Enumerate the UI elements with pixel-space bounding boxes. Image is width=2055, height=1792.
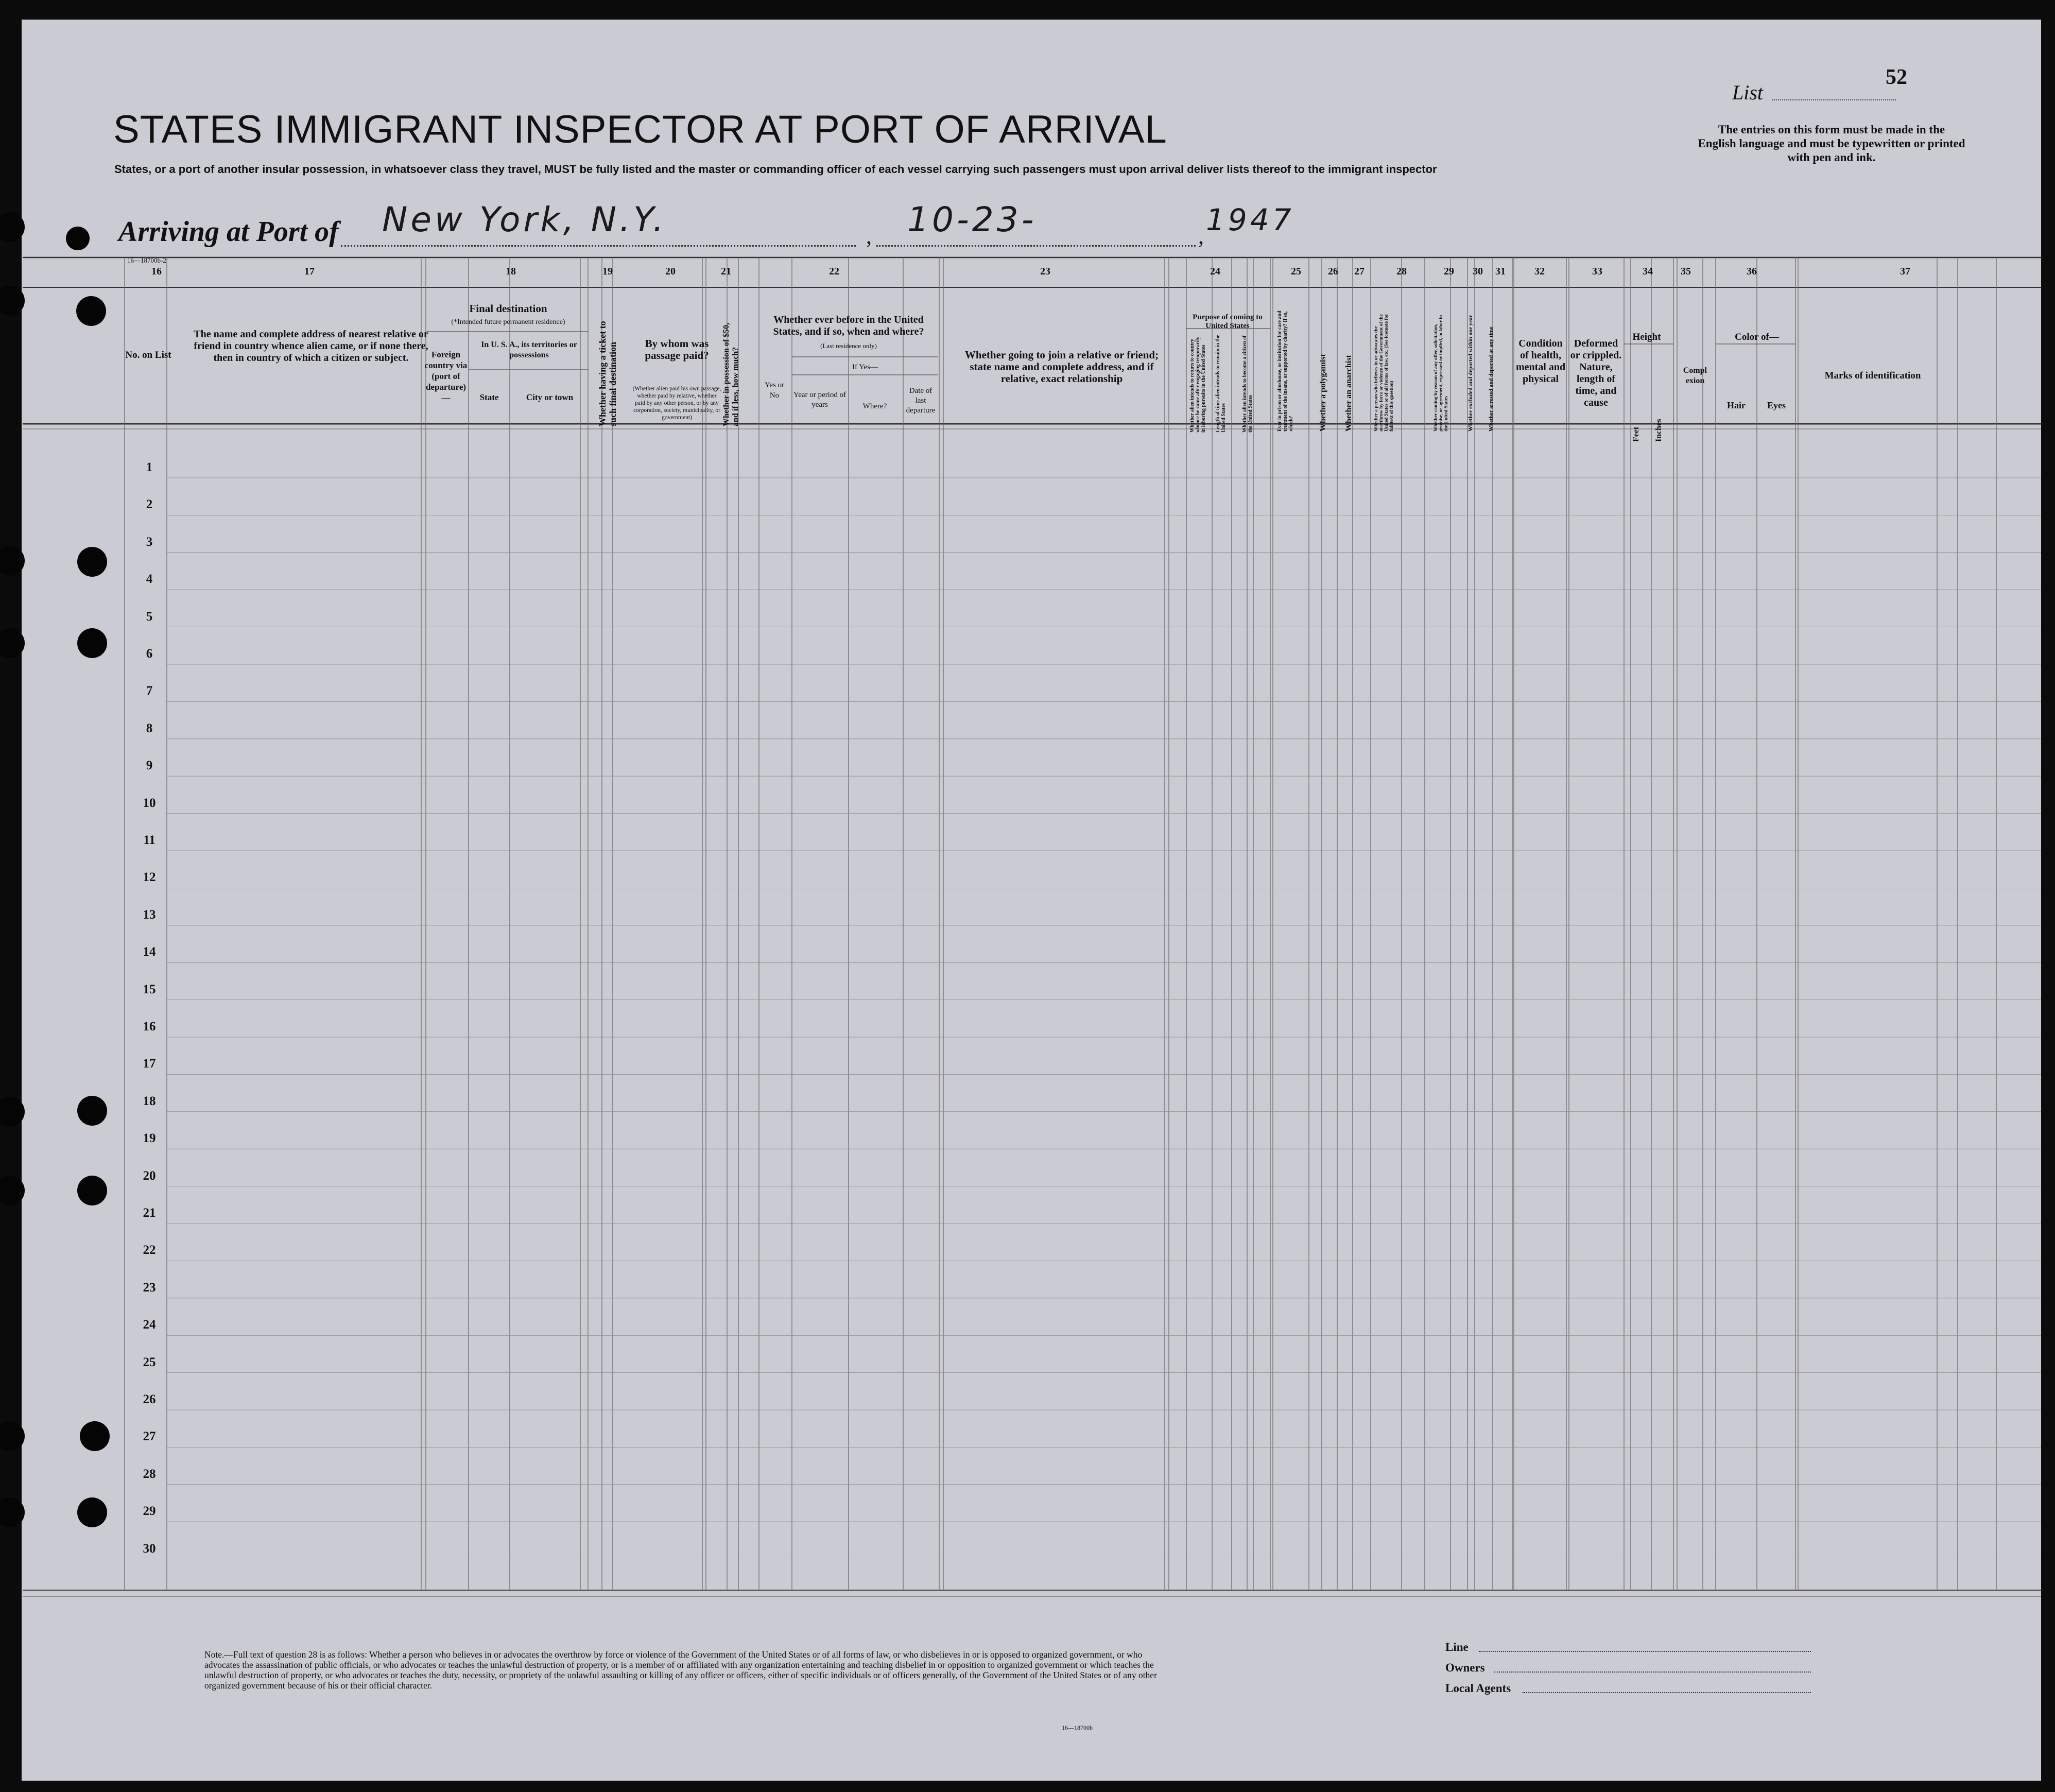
column-number: 24 xyxy=(1210,266,1220,277)
footnote-question-28: Note.—Full text of question 28 is as follows: Whether a person who believes in or advocates the overthrow by force or violence of the Government of the United States or of all forms of law, or who disbelieves in or is opposed to organized government, or who advocates the assassination of public officials, or who advocates or teaches the unlawful destruction of property, or is a member of or affiliated with any organization entertaining and teaching disbelief in or opposition to organized government or which teaches the unlawful destruction of property, or who advocates or teaches the duty, necessity, or propriety of the unlawful assaulting or killing of any officer or officers, either of specific individuals or of officers generally, of the Government of the United States or of any other organized government because of his or their official character. xyxy=(204,1649,1157,1691)
header-if-yes: If Yes— xyxy=(852,363,878,371)
header-anarchist: Whether an anarchist xyxy=(1344,355,1353,432)
column-number: 18 xyxy=(506,266,516,277)
header-fifty-dollars: Whether in possession of $50, and if less, how much? xyxy=(722,322,740,426)
column-number: 29 xyxy=(1444,266,1454,277)
header-in-usa: In U. S. A., its territories or possessions xyxy=(481,340,577,359)
arriving-label: Arriving at Port of xyxy=(118,216,339,248)
local-agents-label: Local Agents xyxy=(1445,1682,1511,1695)
punch-hole xyxy=(77,547,107,577)
column-number: 30 xyxy=(1473,266,1483,277)
header-health: Condition of health, mental and physical xyxy=(1515,338,1566,385)
punch-hole xyxy=(76,296,106,326)
column-number: 31 xyxy=(1495,266,1506,277)
list-number: 52 xyxy=(1886,65,1907,89)
owners-label: Owners xyxy=(1445,1661,1485,1674)
owners-field xyxy=(1494,1672,1811,1673)
header-deformed: Deformed or crippled. Nature, length of time, and cause xyxy=(1570,338,1622,408)
line-field xyxy=(1479,1651,1811,1652)
header-city: City or town xyxy=(526,392,574,402)
date-handwritten: 10-23- xyxy=(907,200,1037,239)
column-number: 28 xyxy=(1396,266,1407,277)
form-code-bottom: 16—18700b xyxy=(1062,1724,1093,1731)
column-number: 17 xyxy=(304,266,315,277)
punch-hole xyxy=(77,1497,107,1527)
row-number: 17 xyxy=(143,1057,156,1071)
header-ticket: Whether having a ticket to such final destination xyxy=(597,321,618,426)
page-title: STATES IMMIGRANT INSPECTOR AT PORT OF ARRIVAL xyxy=(113,108,1167,151)
row-number: 25 xyxy=(143,1355,156,1369)
row-number: 6 xyxy=(146,647,153,661)
list-label: List xyxy=(1732,81,1764,104)
port-handwritten: New York, N.Y. xyxy=(382,200,667,239)
column-number: 26 xyxy=(1328,266,1338,277)
header-offer-labor: Whether coming by reason of any offer, solicitation, promise, or agreement, expressed or implied, to labor in the United States xyxy=(1434,315,1449,432)
punch-hole xyxy=(77,1096,107,1126)
header-excluded: Whether excluded and deported within one year xyxy=(1467,315,1474,432)
header-final-destination: Final destination xyxy=(469,302,547,315)
header-passage-paid: By whom was passage paid? xyxy=(645,337,709,361)
header-overthrow: Whether a person who believes in or advocates the overthrow by force or violence of the Government of the United States or of all forms of law, etc. (See footnote for full text of this question) xyxy=(1374,314,1394,432)
punch-hole xyxy=(0,1497,25,1527)
header-last-residence: (Last residence only) xyxy=(820,342,877,350)
manifest-sheet xyxy=(22,20,2041,1781)
header-year-period: Year or period of years xyxy=(793,391,847,409)
row-number: 11 xyxy=(143,833,156,847)
punch-hole xyxy=(0,212,25,242)
header-polygamist: Whether a polygamist xyxy=(1319,354,1327,432)
header-marks: Marks of identification xyxy=(1824,370,1921,381)
punch-hole xyxy=(0,286,25,316)
column-number: 35 xyxy=(1681,266,1691,277)
column-number: 34 xyxy=(1643,266,1653,277)
header-complexion: Complexion xyxy=(1683,366,1707,385)
row-number: 20 xyxy=(143,1168,156,1183)
punch-hole xyxy=(66,227,90,250)
form-code-top: 16—18700b-2 xyxy=(127,256,166,264)
column-number: 19 xyxy=(602,266,613,277)
punch-hole xyxy=(0,546,25,576)
row-number: 21 xyxy=(143,1206,156,1220)
header-final-destination-sub: (*Intended future permanent residence) xyxy=(451,318,565,326)
header-inches: Inches xyxy=(1654,419,1663,442)
header-feet: Feet xyxy=(1632,426,1640,442)
punch-hole xyxy=(0,1421,25,1451)
punch-hole xyxy=(77,628,107,658)
header-no-on-list: No. on List xyxy=(125,350,171,360)
header-purpose-return: Whether alien intends to return to country whence he came after engaging temporarily in laboring pursuits in the United States xyxy=(1189,336,1206,433)
header-where: Where? xyxy=(862,402,887,410)
header-join-relative: Whether going to join a relative or friend; state name and complete address, and if relative, exact relationship xyxy=(964,349,1159,385)
row-number: 8 xyxy=(146,721,153,735)
row-number: 14 xyxy=(143,945,156,959)
header-purpose: Purpose of coming to United States xyxy=(1193,313,1263,330)
row-number: 19 xyxy=(143,1131,156,1146)
header-arrested: Whether arrested and deported at any time xyxy=(1488,326,1494,432)
column-number: 37 xyxy=(1900,266,1910,277)
column-number: 36 xyxy=(1747,266,1757,277)
punch-hole xyxy=(80,1421,110,1451)
row-number: 15 xyxy=(143,982,156,996)
form-instructions: The entries on this form must be made in the English language and must be typewritten or printed with pen and ink. xyxy=(1698,123,1965,164)
header-prison: Ever in prison or almshouse, or institution for care and treatment of the insane, or supported by charity? If so, which? xyxy=(1277,311,1294,432)
header-passage-paid-sub: (Whether alien paid his own passage, whether paid by relative, whether paid by any other person, or by any corporation, society, municipality, or government) xyxy=(632,386,721,421)
punch-hole xyxy=(0,628,25,658)
header-purpose-length: Length of time alien intends to remain in the United States xyxy=(1215,335,1227,433)
column-number: 27 xyxy=(1354,266,1365,277)
header-foreign-country: Foreign country via (port of departure)— xyxy=(424,350,468,403)
row-number: 28 xyxy=(143,1467,156,1481)
row-number: 5 xyxy=(146,609,153,624)
column-number: 32 xyxy=(1534,266,1545,277)
header-color-of: Color of— xyxy=(1735,332,1779,342)
column-number: 20 xyxy=(665,266,676,277)
column-number: 25 xyxy=(1291,266,1301,277)
header-purpose-citizen: Whether alien intends to become a citizen of the United States xyxy=(1242,335,1253,433)
row-number: 3 xyxy=(146,535,153,549)
comma-2: , xyxy=(1198,223,1204,249)
row-number: 29 xyxy=(143,1504,156,1519)
header-yes-or-no: Yes or No xyxy=(764,381,785,400)
punch-hole xyxy=(77,1176,107,1205)
row-number: 2 xyxy=(146,497,153,512)
column-number: 16 xyxy=(151,266,162,277)
row-number: 23 xyxy=(143,1280,156,1295)
header-ever-before: Whether ever before in the United States, and if so, when and where? xyxy=(773,314,924,337)
page-subtitle: States, or a port of another insular possession, in whatsoever class they travel, MUST be fully listed and the master or commanding officer of each vessel carrying such passengers must upon arrival deliver lists thereof to the immigrant inspector xyxy=(114,163,1437,176)
header-state: State xyxy=(479,392,499,402)
header-height: Height xyxy=(1632,332,1661,342)
local-agents-field xyxy=(1523,1692,1811,1693)
row-number: 4 xyxy=(146,572,153,587)
header-nearest-relative: The name and complete address of nearest relative or friend in country whence alien came, or if none there, then in country of which a citizen or subject. xyxy=(194,329,428,364)
row-number: 13 xyxy=(143,907,156,922)
row-number: 12 xyxy=(143,870,156,885)
header-date-last-departure: Date of last departure xyxy=(906,387,936,415)
row-number: 10 xyxy=(143,796,156,810)
row-number: 30 xyxy=(143,1541,156,1556)
column-number: 33 xyxy=(1592,266,1602,277)
line-label: Line xyxy=(1445,1641,1469,1653)
row-number: 26 xyxy=(143,1392,156,1406)
column-number: 22 xyxy=(829,266,839,277)
header-eyes: Eyes xyxy=(1767,400,1786,410)
comma-1: , xyxy=(866,223,872,249)
row-number: 18 xyxy=(143,1094,156,1108)
row-number: 27 xyxy=(143,1429,156,1444)
form-grid xyxy=(22,20,2041,1781)
row-number: 9 xyxy=(146,759,153,773)
punch-hole xyxy=(0,1097,25,1127)
punch-hole xyxy=(0,1176,25,1205)
column-number: 23 xyxy=(1040,266,1050,277)
row-number: 24 xyxy=(143,1318,156,1332)
column-number: 21 xyxy=(721,266,731,277)
row-number: 7 xyxy=(146,684,153,698)
row-number: 16 xyxy=(143,1020,156,1033)
row-number: 1 xyxy=(146,460,153,474)
row-number: 22 xyxy=(143,1243,156,1257)
header-hair: Hair xyxy=(1727,400,1746,410)
year-handwritten: 1947 xyxy=(1206,202,1294,237)
